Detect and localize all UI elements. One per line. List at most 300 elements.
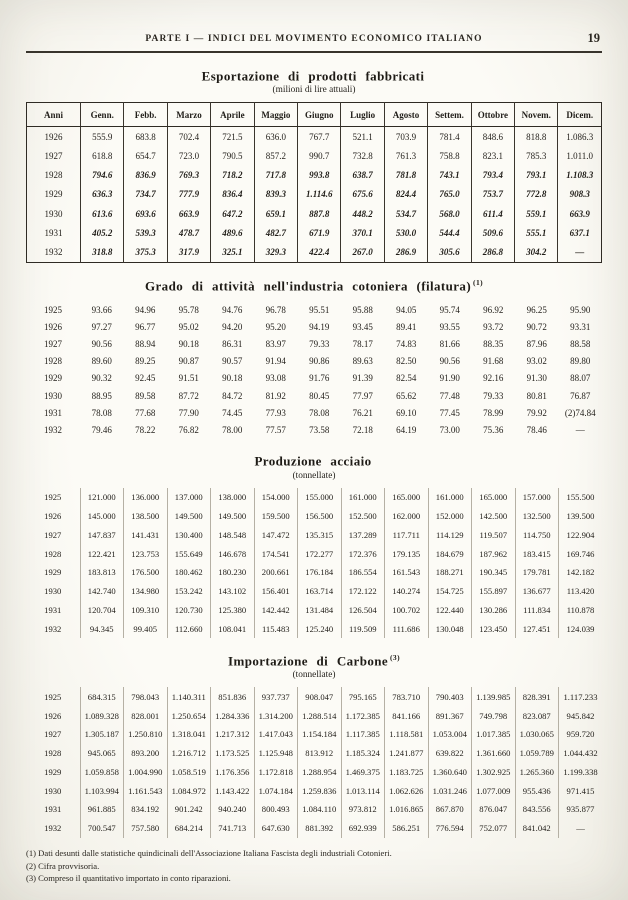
value-cell: 82.50 [396, 356, 417, 367]
value-cell: 108.041 [211, 619, 255, 638]
value-cell: 95.90 [570, 304, 591, 315]
value-cell: 1.140.311 [167, 687, 211, 706]
header-rule [26, 51, 602, 53]
value-cell: 94.96 [135, 304, 156, 315]
value-cell: 758.8 [428, 147, 471, 166]
value-cell: 1.143.422 [211, 781, 255, 800]
value-cell: 636.3 [81, 185, 124, 204]
value-cell: 162.000 [385, 507, 429, 526]
value-cell: 530.0 [384, 223, 427, 242]
value-cell: 132.500 [515, 507, 559, 526]
value-cell: 828.391 [515, 687, 559, 706]
value-cell: 74.45 [222, 407, 243, 418]
value-cell: 89.63 [352, 356, 373, 367]
value-cell: 155.000 [298, 488, 342, 507]
value-cell: 77.45 [439, 407, 460, 418]
value-cell: 1.173.525 [211, 744, 255, 763]
value-cell: 96.25 [526, 304, 547, 315]
value-cell: 839.3 [254, 185, 297, 204]
value-cell: 940.240 [211, 800, 255, 819]
value-cell: 136.000 [124, 488, 168, 507]
value-cell: 97.27 [91, 321, 112, 332]
value-cell: 89.25 [135, 356, 156, 367]
value-cell: 95.88 [352, 304, 373, 315]
table-row [26, 421, 602, 438]
value-cell: 777.9 [167, 185, 210, 204]
year-cell: 1932 [44, 247, 63, 258]
value-cell: 82.54 [396, 373, 417, 384]
value-cell: 174.541 [254, 544, 298, 563]
year-cell: 1927 [44, 151, 63, 162]
value-cell: 176.184 [298, 563, 342, 582]
value-cell: 1.077.009 [472, 781, 516, 800]
value-cell: 1.118.581 [385, 725, 429, 744]
value-cell: 156.401 [254, 582, 298, 601]
value-cell: 703.9 [384, 127, 427, 147]
value-cell: 1.059.789 [515, 744, 559, 763]
value-cell: 753.7 [471, 185, 514, 204]
value-cell: 76.82 [178, 424, 199, 435]
value-cell: 828.001 [124, 706, 168, 725]
value-cell: 81.66 [439, 338, 460, 349]
table-row [27, 242, 602, 262]
value-cell: 79.33 [309, 338, 330, 349]
year-cell: 1928 [44, 748, 62, 759]
value-cell: 183.415 [515, 544, 559, 563]
value-cell: 1.360.640 [428, 763, 472, 782]
value-cell: 1.011.0 [558, 147, 602, 166]
value-cell: 93.55 [439, 321, 460, 332]
value-cell: 96.78 [265, 304, 286, 315]
value-cell: 834.192 [124, 800, 168, 819]
value-cell: 88.58 [570, 338, 591, 349]
value-cell: 611.4 [471, 204, 514, 223]
value-cell: 147.472 [254, 525, 298, 544]
value-cell: 1.053.004 [428, 725, 472, 744]
value-cell: 152.000 [428, 507, 472, 526]
value-cell: 851.836 [211, 687, 255, 706]
value-cell: 155.649 [167, 544, 211, 563]
value-cell: 692.939 [341, 819, 385, 838]
section-title [26, 278, 602, 294]
value-cell: 1.172.818 [254, 763, 298, 782]
value-cell: 1.176.356 [211, 763, 255, 782]
value-cell: 93.72 [483, 321, 504, 332]
value-cell: 89.58 [135, 390, 156, 401]
table-row [26, 781, 602, 800]
value-cell: 148.548 [211, 525, 255, 544]
value-cell: 115.483 [254, 619, 298, 638]
value-cell: 781.8 [384, 166, 427, 185]
value-cell: 647.630 [254, 819, 298, 838]
value-cell: 1.030.065 [515, 725, 559, 744]
running-head-text: PARTE I — INDICI DEL MOVIMENTO ECONOMICO ITALIANO [145, 34, 483, 44]
table-row [26, 706, 602, 725]
value-cell: 555.1 [515, 223, 558, 242]
table-row [27, 223, 602, 242]
year-cell: 1928 [44, 170, 63, 181]
footnote-marker: (3) [390, 653, 400, 663]
value-cell: 267.0 [341, 242, 384, 262]
value-cell: 146.678 [211, 544, 255, 563]
value-cell: 1.305.187 [80, 725, 124, 744]
value-cell: 448.2 [341, 204, 384, 223]
value-cell: 87.96 [526, 338, 547, 349]
value-cell: 139.500 [559, 507, 603, 526]
value-cell: 161.543 [385, 563, 429, 582]
value-cell: 78.17 [352, 338, 373, 349]
value-cell: 179.781 [515, 563, 559, 582]
footnote: (2) Cifra provvisoria. [26, 860, 100, 871]
value-cell: 793.4 [471, 166, 514, 185]
esportazione-table [26, 102, 602, 262]
value-cell: 1.417.043 [254, 725, 298, 744]
table-row [26, 725, 602, 744]
value-cell: 152.500 [341, 507, 385, 526]
value-cell: 95.78 [178, 304, 199, 315]
value-cell: 94.20 [222, 321, 243, 332]
value-cell: 559.1 [515, 204, 558, 223]
value-cell: 91.30 [526, 373, 547, 384]
value-cell: 112.660 [167, 619, 211, 638]
year-cell: 1926 [44, 131, 63, 142]
value-cell: 90.56 [439, 356, 460, 367]
value-cell: 190.345 [472, 563, 516, 582]
value-cell: 317.9 [167, 242, 210, 262]
value-cell: 1.004.990 [124, 763, 168, 782]
value-cell: 1.288.954 [298, 763, 342, 782]
value-cell: 93.66 [91, 304, 112, 315]
value-cell: 908.3 [558, 185, 602, 204]
value-cell: 145.000 [80, 507, 124, 526]
table-row [26, 525, 602, 544]
value-cell: 120.704 [80, 600, 124, 619]
value-cell: — [575, 424, 585, 435]
value-cell: 113.420 [559, 582, 603, 601]
table-row [26, 488, 602, 507]
value-cell: 1.074.184 [254, 781, 298, 800]
value-cell: 1.086.3 [558, 127, 602, 147]
value-cell: 702.4 [167, 127, 210, 147]
value-cell: 169.746 [559, 544, 603, 563]
value-cell: 1.044.432 [559, 744, 603, 763]
year-cell: 1929 [44, 567, 62, 578]
carbone-table [26, 687, 602, 837]
table-row [26, 544, 602, 563]
value-cell: 140.274 [385, 582, 429, 601]
value-cell: 154.000 [254, 488, 298, 507]
value-cell: 172.277 [298, 544, 342, 563]
value-cell: 1.154.184 [298, 725, 342, 744]
value-cell: 73.58 [309, 424, 330, 435]
value-cell: 114.129 [428, 525, 472, 544]
value-cell: 798.043 [124, 687, 168, 706]
value-cell: 959.720 [559, 725, 603, 744]
value-cell: 149.500 [211, 507, 255, 526]
value-cell: 159.500 [254, 507, 298, 526]
value-cell: 1.016.865 [385, 800, 429, 819]
value-cell: 124.039 [559, 619, 603, 638]
year-cell: 1932 [44, 623, 62, 634]
footnote: (1) Dati desunti dalle statistiche quindicinali dell'Associazione Italiana Fascista degli industriali Cotonieri. [26, 847, 392, 858]
value-cell: 88.07 [570, 373, 591, 384]
value-cell: 89.60 [91, 356, 112, 367]
value-cell: 732.8 [341, 147, 384, 166]
value-cell: 122.421 [80, 544, 124, 563]
value-cell: 647.2 [211, 204, 254, 223]
value-cell: 693.6 [124, 204, 167, 223]
year-cell: 1930 [44, 586, 62, 597]
value-cell: 1.103.994 [80, 781, 124, 800]
value-cell: 876.047 [472, 800, 516, 819]
year-cell: 1931 [44, 227, 63, 238]
value-cell: 1.199.338 [559, 763, 603, 782]
value-cell: 1.117.385 [341, 725, 385, 744]
table-row [27, 204, 602, 223]
value-cell: 90.18 [178, 338, 199, 349]
value-cell: 823.087 [515, 706, 559, 725]
value-cell: 95.51 [309, 304, 330, 315]
year-cell: 1927 [44, 729, 62, 740]
value-cell: 96.77 [135, 321, 156, 332]
value-cell: 90.56 [91, 338, 112, 349]
value-cell: 96.92 [483, 304, 504, 315]
section-cotoniera [26, 278, 602, 439]
value-cell: 568.0 [428, 204, 471, 223]
value-cell: 77.90 [178, 407, 199, 418]
value-cell: 1.108.3 [558, 166, 602, 185]
footnote-marker: (1) [473, 277, 483, 287]
year-cell: 1927 [44, 529, 62, 540]
value-cell: 1.216.712 [167, 744, 211, 763]
value-cell: 613.6 [81, 204, 124, 223]
table-row [26, 301, 602, 318]
value-cell: 887.8 [298, 204, 341, 223]
value-cell: 741.713 [211, 819, 255, 838]
value-cell: 1.161.543 [124, 781, 168, 800]
value-cell: 286.9 [384, 242, 427, 262]
section-carbone [26, 653, 602, 838]
value-cell: 119.507 [472, 525, 516, 544]
value-cell: 1.241.877 [385, 744, 429, 763]
value-cell: 586.251 [385, 819, 429, 838]
column-header: Luglio [341, 103, 384, 127]
table-row [26, 507, 602, 526]
value-cell: 86.31 [222, 338, 243, 349]
value-cell: 188.271 [428, 563, 472, 582]
table-row [26, 763, 602, 782]
value-cell: 718.2 [211, 166, 254, 185]
value-cell: — [558, 242, 602, 262]
value-cell: 1.265.360 [515, 763, 559, 782]
year-cell: 1930 [44, 785, 62, 796]
value-cell: 126.504 [341, 600, 385, 619]
value-cell: 723.0 [167, 147, 210, 166]
value-cell: 77.48 [439, 390, 460, 401]
value-cell: 180.462 [167, 563, 211, 582]
value-cell: 1.013.114 [341, 781, 385, 800]
value-cell: 1.172.385 [341, 706, 385, 725]
year-cell: 1925 [44, 304, 62, 315]
year-cell: 1930 [44, 390, 62, 401]
value-cell: 143.102 [211, 582, 255, 601]
column-header: Marzo [167, 103, 210, 127]
value-cell: 111.686 [385, 619, 429, 638]
value-cell: 114.750 [515, 525, 559, 544]
value-cell: 1.183.725 [385, 763, 429, 782]
value-cell: 138.000 [211, 488, 255, 507]
value-cell: 329.3 [254, 242, 297, 262]
value-cell: 142.442 [254, 600, 298, 619]
column-header: Anni [27, 103, 81, 127]
year-cell: 1926 [44, 710, 62, 721]
value-cell: 92.45 [135, 373, 156, 384]
value-cell: 120.730 [167, 600, 211, 619]
value-cell: 893.200 [124, 744, 168, 763]
value-cell: 769.3 [167, 166, 210, 185]
value-cell: 95.02 [178, 321, 199, 332]
value-cell: — [559, 819, 603, 838]
value-cell: 800.493 [254, 800, 298, 819]
value-cell: 75.36 [483, 424, 504, 435]
value-cell: 700.547 [80, 819, 124, 838]
value-cell: 639.822 [428, 744, 472, 763]
value-cell: 286.8 [471, 242, 514, 262]
value-cell: 123.450 [472, 619, 516, 638]
value-cell: 176.500 [124, 563, 168, 582]
value-cell: 77.57 [265, 424, 286, 435]
value-cell: 93.45 [352, 321, 373, 332]
table-row [26, 370, 602, 387]
value-cell: 131.484 [298, 600, 342, 619]
value-cell: 544.4 [428, 223, 471, 242]
value-cell: 94.19 [309, 321, 330, 332]
value-cell: 1.250.654 [167, 706, 211, 725]
value-cell: 955.436 [515, 781, 559, 800]
value-cell: 90.87 [178, 356, 199, 367]
value-cell: 937.737 [254, 687, 298, 706]
section-title-text: Importazione di Carbone [228, 653, 389, 669]
value-cell: 163.714 [298, 582, 342, 601]
year-cell: 1932 [44, 424, 62, 435]
value-cell: 91.68 [483, 356, 504, 367]
value-cell: 659.1 [254, 204, 297, 223]
value-cell: 765.0 [428, 185, 471, 204]
value-cell: 663.9 [167, 204, 210, 223]
value-cell: 793.1 [515, 166, 558, 185]
value-cell: 74.83 [396, 338, 417, 349]
value-cell: 80.81 [526, 390, 547, 401]
table-row [26, 387, 602, 404]
value-cell: 183.813 [80, 563, 124, 582]
value-cell: 663.9 [558, 204, 602, 223]
value-cell: 1.114.6 [298, 185, 341, 204]
value-cell: 91.90 [439, 373, 460, 384]
value-cell: 772.8 [515, 185, 558, 204]
value-cell: 65.62 [396, 390, 417, 401]
value-cell: 92.16 [483, 373, 504, 384]
value-cell: 125.380 [211, 600, 255, 619]
value-cell: 818.8 [515, 127, 558, 147]
value-cell: 375.3 [124, 242, 167, 262]
value-cell: 881.392 [298, 819, 342, 838]
column-header: Genn. [81, 103, 124, 127]
value-cell: 90.32 [91, 373, 112, 384]
value-cell: 684.214 [167, 819, 211, 838]
value-cell: 130.400 [167, 525, 211, 544]
value-cell: 841.042 [515, 819, 559, 838]
column-header: Novem. [515, 103, 558, 127]
value-cell: 94.76 [222, 304, 243, 315]
value-cell: 153.242 [167, 582, 211, 601]
table-row [26, 744, 602, 763]
column-header: Agosto [384, 103, 427, 127]
value-cell: 135.315 [298, 525, 342, 544]
value-cell: 901.242 [167, 800, 211, 819]
value-cell: 78.00 [222, 424, 243, 435]
table-row [26, 335, 602, 352]
value-cell: 945.842 [559, 706, 603, 725]
value-cell: 790.5 [211, 147, 254, 166]
year-cell: 1926 [44, 321, 62, 332]
value-cell: 91.76 [309, 373, 330, 384]
acciaio-table [26, 488, 602, 638]
value-cell: 172.122 [341, 582, 385, 601]
value-cell: 521.1 [341, 127, 384, 147]
value-cell: 749.798 [472, 706, 516, 725]
value-cell: 88.95 [91, 390, 112, 401]
value-cell: 1.288.514 [298, 706, 342, 725]
section-title [26, 653, 602, 669]
table-row [27, 147, 602, 166]
value-cell: 78.22 [135, 424, 156, 435]
table-row [26, 687, 602, 706]
section-title [26, 68, 602, 84]
year-cell: 1929 [44, 189, 63, 200]
value-cell: 734.7 [124, 185, 167, 204]
value-cell: 121.000 [80, 488, 124, 507]
value-cell: 165.000 [472, 488, 516, 507]
value-cell: 1.284.336 [211, 706, 255, 725]
value-cell: 111.834 [515, 600, 559, 619]
value-cell: 100.702 [385, 600, 429, 619]
value-cell: 90.18 [222, 373, 243, 384]
value-cell: 122.440 [428, 600, 472, 619]
value-cell: 137.289 [341, 525, 385, 544]
value-cell: 783.710 [385, 687, 429, 706]
table-row [26, 582, 602, 601]
value-cell: 72.18 [352, 424, 373, 435]
value-cell: 867.870 [428, 800, 472, 819]
value-cell: 790.403 [428, 687, 472, 706]
value-cell: 857.2 [254, 147, 297, 166]
section-subtitle: (tonnellate) [292, 470, 336, 481]
value-cell: 1.062.626 [385, 781, 429, 800]
value-cell: 79.33 [483, 390, 504, 401]
value-cell: 91.94 [265, 356, 286, 367]
value-cell: 761.3 [384, 147, 427, 166]
value-cell: 841.166 [385, 706, 429, 725]
value-cell: 757.580 [124, 819, 168, 838]
value-cell: 795.165 [341, 687, 385, 706]
value-cell: 843.556 [515, 800, 559, 819]
footnote: (3) Compreso il quantitativo importato in conto riparazioni. [26, 873, 231, 884]
value-cell: 134.980 [124, 582, 168, 601]
page-header [26, 31, 602, 45]
value-cell: 184.679 [428, 544, 472, 563]
value-cell: 973.812 [341, 800, 385, 819]
value-cell: 1.217.312 [211, 725, 255, 744]
